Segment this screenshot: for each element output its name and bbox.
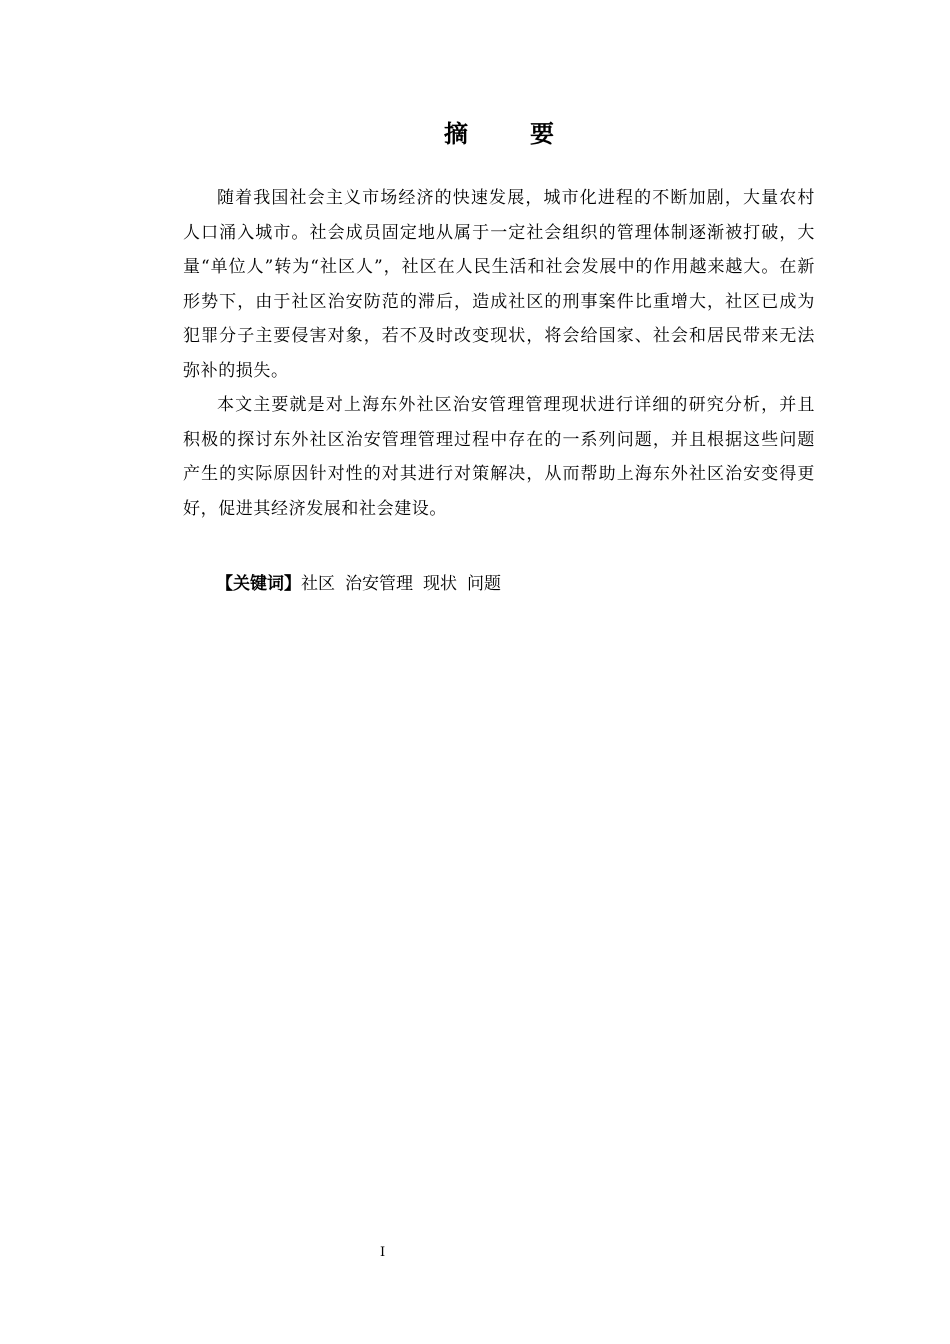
- title-char-2: 要: [530, 120, 554, 148]
- page-title: [0, 116, 950, 152]
- keyword-item: 现状: [423, 574, 457, 594]
- keywords-label: 【关键词】: [216, 574, 301, 594]
- keyword-item: 问题: [467, 574, 501, 594]
- title-char-1: 摘: [444, 120, 468, 148]
- keyword-item: 社区: [301, 574, 335, 594]
- keywords-line: [216, 569, 511, 599]
- keyword-item: 治安管理: [345, 574, 413, 594]
- abstract-paragraph-2: 本文主要就是对上海东外社区治安管理管理现状进行详细的研究分析，并且积极的探讨东外社区治安管理管理过程中存在的一系列问题，并且根据这些问题产生的实际原因针对性的对其进行对策解决，从而帮助上海东外社区治安变得更好，促进其经济发展和社会建设。: [183, 395, 815, 519]
- abstract-paragraph-1: 随着我国社会主义市场经济的快速发展，城市化进程的不断加剧，大量农村人口涌入城市。社会成员固定地从属于一定社会组织的管理体制逐渐被打破，大量“单位人”转为“社区人”，社区在人民生活和社会发展中的作用越来越大。在新形势下，由于社区治安防范的滞后，造成社区的刑事案件比重增大，社区已成为犯罪分子主要侵害对象，若不及时改变现状，将会给国家、社会和居民带来无法弥补的损失。: [183, 188, 815, 381]
- page-number: I: [380, 1245, 386, 1260]
- abstract-body: [183, 181, 815, 526]
